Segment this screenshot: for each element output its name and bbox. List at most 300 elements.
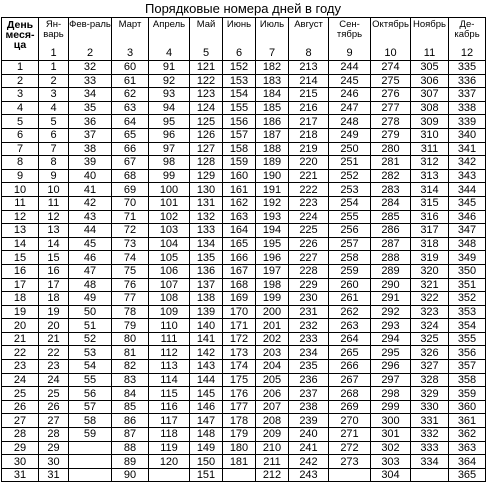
day-of-year-cell: 244 (329, 61, 371, 75)
day-of-year-cell: 103 (149, 224, 190, 238)
day-of-year-cell: 65 (112, 128, 149, 142)
day-of-year-cell: 261 (329, 292, 371, 306)
day-of-year-cell: 308 (411, 101, 449, 115)
day-number-cell: 4 (2, 101, 39, 115)
day-of-year-cell: 145 (190, 387, 223, 401)
day-of-year-cell: 335 (449, 61, 486, 75)
day-number-cell: 22 (2, 346, 39, 360)
day-of-year-cell (223, 468, 256, 482)
table-row (2, 346, 486, 360)
day-of-year-cell: 241 (289, 441, 329, 455)
day-of-year-cell: 37 (69, 128, 112, 142)
day-of-year-cell: 342 (449, 156, 486, 170)
table-row (2, 400, 486, 414)
day-of-year-cell: 247 (329, 101, 371, 115)
day-of-year-cell: 34 (69, 88, 112, 102)
day-of-year-cell: 81 (112, 346, 149, 360)
day-of-year-cell: 29 (39, 441, 69, 455)
day-of-year-cell (149, 468, 190, 482)
day-of-year-cell: 24 (39, 373, 69, 387)
day-of-year-cell: 248 (329, 115, 371, 129)
day-of-year-cell (69, 441, 112, 455)
day-of-year-cell: 186 (256, 115, 289, 129)
day-of-year-cell: 128 (190, 156, 223, 170)
day-of-year-cell: 281 (371, 156, 411, 170)
day-of-year-cell: 197 (256, 264, 289, 278)
day-of-year-cell: 100 (149, 183, 190, 197)
column-header-month: Май 5 (190, 18, 223, 61)
day-of-year-cell: 118 (149, 428, 190, 442)
day-of-year-cell: 216 (289, 101, 329, 115)
day-of-year-cell: 172 (223, 332, 256, 346)
column-header-month: Март 3 (112, 18, 149, 61)
day-of-year-cell: 18 (39, 292, 69, 306)
day-of-year-cell: 289 (371, 264, 411, 278)
day-of-year-cell: 175 (223, 373, 256, 387)
day-of-year-cell: 124 (190, 101, 223, 115)
day-of-year-cell: 12 (39, 210, 69, 224)
day-of-year-cell: 231 (289, 305, 329, 319)
day-of-year-cell: 177 (223, 400, 256, 414)
day-of-year-cell: 83 (112, 373, 149, 387)
day-number-cell: 12 (2, 210, 39, 224)
day-number-cell: 19 (2, 305, 39, 319)
day-of-year-cell: 219 (289, 142, 329, 156)
day-of-year-cell: 260 (329, 278, 371, 292)
day-of-year-cell: 182 (256, 61, 289, 75)
table-row (2, 264, 486, 278)
day-of-year-cell: 154 (223, 88, 256, 102)
day-of-year-cell: 76 (112, 278, 149, 292)
day-of-year-cell: 88 (112, 441, 149, 455)
day-of-year-cell: 111 (149, 332, 190, 346)
day-of-year-cell: 329 (411, 387, 449, 401)
day-of-year-cell: 317 (411, 224, 449, 238)
day-of-year-cell: 256 (329, 224, 371, 238)
table-row (2, 128, 486, 142)
day-of-year-cell: 149 (190, 441, 223, 455)
day-of-year-cell: 153 (223, 74, 256, 88)
day-of-year-cell: 8 (39, 156, 69, 170)
day-of-year-cell: 200 (256, 305, 289, 319)
day-of-year-cell: 358 (449, 373, 486, 387)
day-of-year-cell: 69 (112, 183, 149, 197)
day-of-year-cell: 330 (411, 400, 449, 414)
day-of-year-cell: 361 (449, 414, 486, 428)
day-of-year-cell: 71 (112, 210, 149, 224)
column-header-month: Октябрь 10 (372, 19, 409, 59)
day-of-year-cell: 279 (371, 128, 411, 142)
day-of-year-cell: 162 (223, 196, 256, 210)
day-of-year-cell: 288 (371, 251, 411, 265)
day-of-year-cell: 31 (39, 468, 69, 482)
day-of-year-cell: 194 (256, 224, 289, 238)
day-of-year-cell: 286 (371, 224, 411, 238)
table-body (2, 61, 486, 482)
day-of-year-cell: 229 (289, 278, 329, 292)
day-of-year-cell: 64 (112, 115, 149, 129)
day-of-year-cell: 184 (256, 88, 289, 102)
table-row (2, 237, 486, 251)
day-of-year-cell: 264 (329, 332, 371, 346)
day-of-year-cell: 87 (112, 428, 149, 442)
day-of-year-cell: 273 (329, 455, 371, 469)
day-of-year-cell: 136 (190, 264, 223, 278)
day-of-year-cell: 19 (39, 305, 69, 319)
day-of-year-cell: 354 (449, 319, 486, 333)
day-of-year-cell: 211 (256, 455, 289, 469)
day-number-cell: 17 (2, 278, 39, 292)
day-of-year-cell: 218 (289, 128, 329, 142)
day-of-year-cell: 17 (39, 278, 69, 292)
day-of-year-cell: 301 (371, 428, 411, 442)
day-of-year-cell: 104 (149, 237, 190, 251)
day-of-year-cell: 23 (39, 360, 69, 374)
day-of-year-cell: 43 (69, 210, 112, 224)
day-of-year-cell: 30 (39, 455, 69, 469)
day-of-year-cell: 4 (39, 101, 69, 115)
day-of-year-cell: 238 (289, 400, 329, 414)
table-row (2, 169, 486, 183)
day-number-cell: 31 (2, 468, 39, 482)
day-of-year-cell: 160 (223, 169, 256, 183)
day-of-year-cell: 251 (329, 156, 371, 170)
day-of-year-cell: 341 (449, 142, 486, 156)
day-of-year-cell: 127 (190, 142, 223, 156)
day-of-year-cell: 316 (411, 210, 449, 224)
day-of-year-cell: 299 (371, 400, 411, 414)
day-of-year-cell: 51 (69, 319, 112, 333)
day-of-year-cell: 150 (190, 455, 223, 469)
day-of-year-cell: 165 (223, 237, 256, 251)
day-of-year-cell: 101 (149, 196, 190, 210)
day-number-cell: 13 (2, 224, 39, 238)
day-of-year-cell: 16 (39, 264, 69, 278)
table-row (2, 455, 486, 469)
day-of-year-cell: 303 (371, 455, 411, 469)
day-of-year-cell: 148 (190, 428, 223, 442)
day-of-year-cell: 296 (371, 360, 411, 374)
day-of-year-cell: 129 (190, 169, 223, 183)
day-of-year-cell: 209 (256, 428, 289, 442)
day-of-year-cell: 323 (411, 305, 449, 319)
day-of-year-cell: 52 (69, 332, 112, 346)
day-of-year-cell: 331 (411, 414, 449, 428)
day-of-year-cell: 20 (39, 319, 69, 333)
day-of-year-cell: 206 (256, 387, 289, 401)
day-of-year-cell: 94 (149, 101, 190, 115)
day-of-year-cell: 336 (449, 74, 486, 88)
table-header-row (2, 18, 486, 61)
day-of-year-cell: 143 (190, 360, 223, 374)
day-of-year-cell: 287 (371, 237, 411, 251)
day-of-year-cell: 327 (411, 360, 449, 374)
day-of-year-cell: 133 (190, 224, 223, 238)
day-of-year-cell: 272 (329, 441, 371, 455)
day-of-year-cell: 63 (112, 101, 149, 115)
day-of-year-cell: 60 (112, 61, 149, 75)
table-row (2, 468, 486, 482)
day-of-year-cell: 176 (223, 387, 256, 401)
day-of-year-cell: 352 (449, 292, 486, 306)
day-of-year-cell: 179 (223, 428, 256, 442)
day-of-year-cell: 109 (149, 305, 190, 319)
day-of-year-cell: 267 (329, 373, 371, 387)
day-of-year-cell: 307 (411, 88, 449, 102)
day-of-year-cell: 225 (289, 224, 329, 238)
day-of-year-cell: 22 (39, 346, 69, 360)
day-of-year-cell: 305 (411, 61, 449, 75)
day-of-year-cell: 59 (69, 428, 112, 442)
day-of-year-cell: 311 (411, 142, 449, 156)
day-number-cell: 30 (2, 455, 39, 469)
day-of-year-cell: 365 (449, 468, 486, 482)
day-of-year-cell: 178 (223, 414, 256, 428)
day-number-cell: 9 (2, 169, 39, 183)
day-number-cell: 6 (2, 128, 39, 142)
day-of-year-cell: 314 (411, 183, 449, 197)
day-of-year-table (1, 17, 486, 482)
day-of-year-cell: 146 (190, 400, 223, 414)
day-of-year-cell: 170 (223, 305, 256, 319)
day-number-cell: 11 (2, 196, 39, 210)
day-of-year-cell: 36 (69, 115, 112, 129)
table-row (2, 428, 486, 442)
day-number-cell: 23 (2, 360, 39, 374)
day-of-year-cell: 309 (411, 115, 449, 129)
day-of-year-cell: 66 (112, 142, 149, 156)
day-of-year-cell: 326 (411, 346, 449, 360)
day-of-year-cell: 169 (223, 292, 256, 306)
day-of-year-cell: 359 (449, 387, 486, 401)
day-of-year-cell: 283 (371, 183, 411, 197)
day-of-year-cell: 7 (39, 142, 69, 156)
day-of-year-cell: 97 (149, 142, 190, 156)
day-of-year-cell: 345 (449, 196, 486, 210)
day-of-year-cell: 112 (149, 346, 190, 360)
day-of-year-cell: 183 (256, 74, 289, 88)
day-of-year-cell: 343 (449, 169, 486, 183)
day-of-year-cell: 310 (411, 128, 449, 142)
day-of-year-cell: 138 (190, 292, 223, 306)
day-of-year-cell: 93 (149, 88, 190, 102)
day-of-year-cell: 139 (190, 305, 223, 319)
table-row (2, 414, 486, 428)
day-number-cell: 3 (2, 88, 39, 102)
day-of-year-cell: 227 (289, 251, 329, 265)
day-of-year-cell: 106 (149, 264, 190, 278)
day-of-year-cell: 192 (256, 196, 289, 210)
day-of-year-cell: 207 (256, 400, 289, 414)
day-of-year-cell: 11 (39, 196, 69, 210)
day-of-year-cell: 40 (69, 169, 112, 183)
day-of-year-cell: 134 (190, 237, 223, 251)
day-number-cell: 2 (2, 74, 39, 88)
day-of-year-cell: 249 (329, 128, 371, 142)
day-of-year-cell: 270 (329, 414, 371, 428)
day-of-year-cell: 56 (69, 387, 112, 401)
day-of-year-cell: 48 (69, 278, 112, 292)
day-of-year-cell: 362 (449, 428, 486, 442)
day-of-year-cell: 334 (411, 455, 449, 469)
day-of-year-cell: 315 (411, 196, 449, 210)
day-of-year-cell: 297 (371, 373, 411, 387)
day-of-year-cell: 232 (289, 319, 329, 333)
day-of-year-cell: 217 (289, 115, 329, 129)
day-of-year-cell: 126 (190, 128, 223, 142)
day-of-year-cell: 41 (69, 183, 112, 197)
day-of-year-cell: 158 (223, 142, 256, 156)
day-of-year-cell: 45 (69, 237, 112, 251)
day-of-year-cell: 221 (289, 169, 329, 183)
day-of-year-cell (329, 468, 371, 482)
day-of-year-cell: 228 (289, 264, 329, 278)
table-row (2, 88, 486, 102)
day-of-year-cell: 300 (371, 414, 411, 428)
day-of-year-cell: 21 (39, 332, 69, 346)
day-number-cell: 20 (2, 319, 39, 333)
day-of-year-cell: 312 (411, 156, 449, 170)
day-number-cell: 1 (2, 61, 39, 75)
day-of-year-cell: 33 (69, 74, 112, 88)
day-of-year-cell: 234 (289, 346, 329, 360)
day-of-year-cell: 57 (69, 400, 112, 414)
day-of-year-cell: 203 (256, 346, 289, 360)
day-of-year-cell: 190 (256, 169, 289, 183)
day-of-year-cell: 325 (411, 332, 449, 346)
day-of-year-cell: 28 (39, 428, 69, 442)
day-of-year-cell: 89 (112, 455, 149, 469)
day-of-year-cell: 230 (289, 292, 329, 306)
day-number-cell: 16 (2, 264, 39, 278)
day-of-year-cell: 5 (39, 115, 69, 129)
day-of-year-cell: 333 (411, 441, 449, 455)
day-of-year-cell: 131 (190, 196, 223, 210)
day-of-year-cell: 117 (149, 414, 190, 428)
day-of-year-cell: 123 (190, 88, 223, 102)
day-of-year-cell: 161 (223, 183, 256, 197)
day-of-year-cell: 255 (329, 210, 371, 224)
day-of-year-cell: 235 (289, 360, 329, 374)
day-of-year-cell: 125 (190, 115, 223, 129)
day-of-year-cell: 275 (371, 74, 411, 88)
day-of-year-cell: 151 (190, 468, 223, 482)
day-of-year-cell: 61 (112, 74, 149, 88)
day-of-year-cell: 55 (69, 373, 112, 387)
day-of-year-cell: 185 (256, 101, 289, 115)
day-of-year-cell: 254 (329, 196, 371, 210)
day-of-year-cell: 155 (223, 101, 256, 115)
day-of-year-cell: 246 (329, 88, 371, 102)
day-of-year-cell: 49 (69, 292, 112, 306)
day-of-year-cell: 208 (256, 414, 289, 428)
day-of-year-cell: 357 (449, 360, 486, 374)
day-of-year-cell: 189 (256, 156, 289, 170)
day-of-year-cell: 320 (411, 264, 449, 278)
day-of-year-cell: 15 (39, 251, 69, 265)
day-of-year-cell: 257 (329, 237, 371, 251)
day-of-year-cell: 70 (112, 196, 149, 210)
day-number-cell: 28 (2, 428, 39, 442)
day-of-year-cell (69, 468, 112, 482)
day-of-year-cell: 202 (256, 332, 289, 346)
table-row (2, 278, 486, 292)
day-of-year-cell: 173 (223, 346, 256, 360)
day-of-year-cell (411, 468, 449, 482)
day-of-year-cell: 181 (223, 455, 256, 469)
day-of-year-cell: 340 (449, 128, 486, 142)
day-of-year-cell: 338 (449, 101, 486, 115)
column-header-month: Фев-раль 2 (69, 19, 111, 59)
day-of-year-cell: 86 (112, 414, 149, 428)
day-of-year-cell: 140 (190, 319, 223, 333)
day-number-cell: 21 (2, 332, 39, 346)
day-of-year-cell: 250 (329, 142, 371, 156)
table-row (2, 441, 486, 455)
day-of-year-cell: 294 (371, 332, 411, 346)
day-of-year-cell: 13 (39, 224, 69, 238)
day-of-year-cell: 201 (256, 319, 289, 333)
day-of-year-cell: 90 (112, 468, 149, 482)
day-of-year-cell: 262 (329, 305, 371, 319)
day-of-year-cell: 304 (371, 468, 411, 482)
day-of-year-cell: 306 (411, 74, 449, 88)
day-of-year-cell: 147 (190, 414, 223, 428)
day-of-year-cell: 9 (39, 169, 69, 183)
table-row (2, 360, 486, 374)
day-of-year-cell: 26 (39, 400, 69, 414)
day-of-year-cell: 292 (371, 305, 411, 319)
day-of-year-cell: 110 (149, 319, 190, 333)
day-of-year-cell: 10 (39, 183, 69, 197)
day-of-year-cell: 85 (112, 400, 149, 414)
day-of-year-cell: 14 (39, 237, 69, 251)
day-of-year-cell: 50 (69, 305, 112, 319)
day-of-year-cell: 39 (69, 156, 112, 170)
table-row (2, 387, 486, 401)
table-row (2, 373, 486, 387)
day-number-cell: 27 (2, 414, 39, 428)
day-of-year-cell: 263 (329, 319, 371, 333)
column-header-month: Июнь 6 (223, 18, 256, 61)
day-of-year-cell: 271 (329, 428, 371, 442)
day-number-cell: 29 (2, 441, 39, 455)
day-of-year-cell: 243 (289, 468, 329, 482)
day-number-cell: 26 (2, 400, 39, 414)
day-of-year-cell: 293 (371, 319, 411, 333)
day-of-year-cell: 68 (112, 169, 149, 183)
day-of-year-cell: 233 (289, 332, 329, 346)
table-row (2, 224, 486, 238)
day-of-year-cell: 237 (289, 387, 329, 401)
page-title: Порядковые номера дней в году (145, 1, 341, 16)
day-of-year-cell: 115 (149, 387, 190, 401)
day-of-year-cell: 339 (449, 115, 486, 129)
day-of-year-cell: 119 (149, 441, 190, 455)
column-header-month: Сен-тябрь 9 (329, 18, 371, 61)
day-of-year-cell: 166 (223, 251, 256, 265)
day-of-year-cell: 188 (256, 142, 289, 156)
day-of-year-cell: 268 (329, 387, 371, 401)
day-of-year-cell: 122 (190, 74, 223, 88)
day-number-cell: 14 (2, 237, 39, 251)
day-of-year-cell: 363 (449, 441, 486, 455)
day-of-year-cell: 80 (112, 332, 149, 346)
day-of-year-cell: 62 (112, 88, 149, 102)
day-of-year-cell: 214 (289, 74, 329, 88)
day-of-year-cell: 75 (112, 264, 149, 278)
column-header-month: Де-кабрь 12 (449, 18, 486, 61)
